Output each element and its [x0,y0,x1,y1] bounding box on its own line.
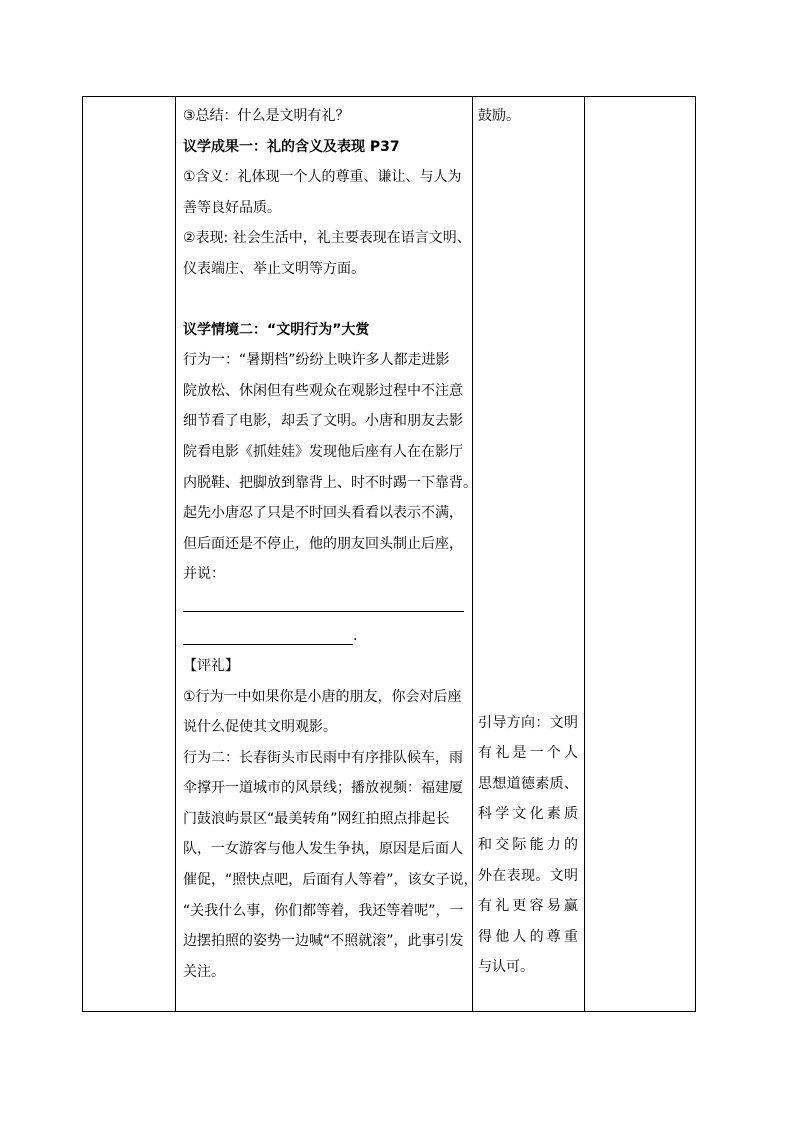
behavior-one-line: 但后面还是不停止，他的朋友回头制止后座， [183,535,463,552]
teaching-content-cell [175,97,478,1011]
spacer [478,132,578,708]
behavior-one-line: 起先小唐忍了只是不时回头看看以表示不满， [183,505,463,522]
meaning-line: ①含义：礼体现一个人的尊重、谦让、与人为 [183,169,462,186]
guidance-line: 有礼是一个人 [478,745,578,762]
scene-title: 议学情境二：“文明行为”大赏 [183,321,370,338]
behavior-one-line: 并说： [183,566,225,583]
guidance-line: 科学文化素质 [478,806,578,823]
behavior-one-line: 内脱鞋、把脚放到靠背上、时不时踢一下靠背。 [183,474,477,491]
guidance-line: 得他人的尊重 [478,928,578,945]
behavior-two-line: “关我什么事，你们都等着，我还等着呢”，一 [183,902,464,919]
question-line: ①行为一中如果你是小唐的朋友，你会对后座 [183,688,462,705]
behavior-one-line: 行为一：“暑期档”纷纷上映许多人都走进影 [183,352,450,369]
review-title: 【评礼】 [183,657,239,674]
behavior-two-line: 催促，“照快点吧，后面有人等着”，该女子说， [183,872,478,889]
behavior-one-line: 细节看了电影，却丢了文明。小唐和朋友去影 [183,413,463,430]
summary-question: ③总结：什么是文明有礼？ [183,108,350,124]
outcome-title: 议学成果一：礼的含义及表现 P37 [183,138,400,155]
guidance-line: 和交际能力的 [478,836,578,853]
guidance-line: 引导方向：文明 [478,714,578,731]
lesson-table [82,96,696,1012]
behavior-two-line: 行为二：长春街头市民雨中有序排队候车，雨 [183,749,463,766]
guidance-line: 思想道德素质、 [478,775,578,792]
manifestation-line: ②表现: 社会生活中，礼主要表现在语言文明、 [183,230,471,247]
encourage-text: 鼓励。 [478,108,520,124]
guidance-line: 有礼更容易赢 [478,898,578,915]
left-empty-cell [83,97,175,1011]
answer-blank-line [183,590,464,612]
behavior-two-line: 队，一女游客与他人发生争执，原因是后面人 [183,841,463,858]
manifestation-line: 仪表端庄、举止文明等方面。 [183,260,365,277]
guidance-line: 与认可。 [478,959,534,976]
blank-period: . [353,627,358,644]
spacer [183,285,464,315]
teacher-guidance-cell [472,97,584,1011]
behavior-one-line: 院看电影《抓娃娃》发现他后座有人在在影厅 [183,443,463,460]
behavior-two-line: 边摆拍照的姿势一边喊“不照就滚”，此事引发 [183,933,464,950]
behavior-two-line: 伞撑开一道城市的风景线；播放视频：福建厦 [183,780,463,797]
behavior-one-line: 院放松、休闲但有些观众在观影过程中不注意 [183,382,463,399]
question-line: 说什么促使其文明观影。 [183,719,337,736]
guidance-line: 外在表现。文明 [478,867,578,884]
answer-blank-line-short [183,621,464,651]
right-empty-cell [584,97,695,1011]
blank-underline [183,624,353,645]
behavior-two-line: 关注。 [183,963,225,980]
meaning-line: 善等良好品质。 [183,199,281,216]
behavior-two-line: 门鼓浪屿景区“最美转角”网红拍照点排起长 [183,810,450,827]
